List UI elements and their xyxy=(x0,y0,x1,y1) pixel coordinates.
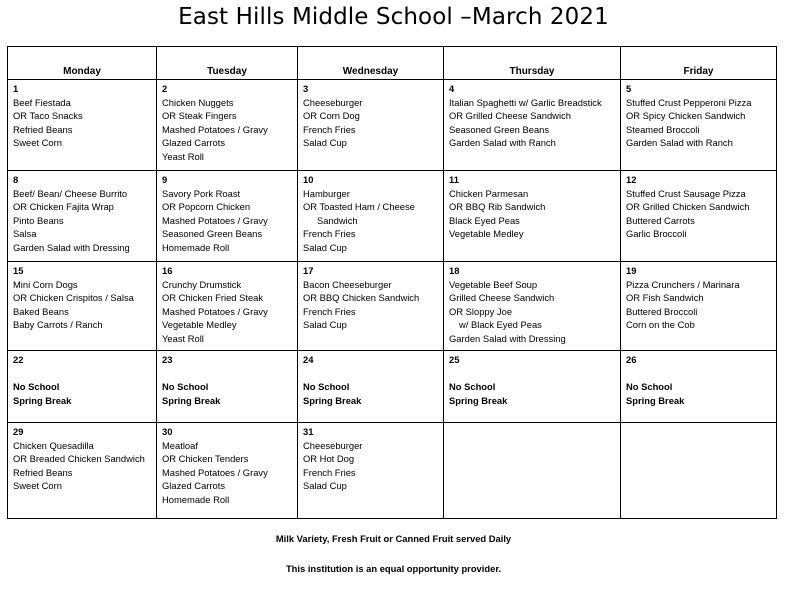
menu-item: Cheeseburger xyxy=(303,439,363,451)
menu-item: OR Fish Sandwich xyxy=(626,292,704,303)
day-number: 16 xyxy=(162,265,173,276)
week-row xyxy=(8,351,777,423)
day-cell xyxy=(621,423,777,519)
menu-item: French Fries xyxy=(303,466,356,478)
closure-note: No School xyxy=(162,381,209,392)
menu-item: OR Grilled Cheese Sandwich xyxy=(449,110,571,121)
menu-item: Homemade Roll xyxy=(162,493,230,505)
day-number: 19 xyxy=(626,265,637,276)
closure-note: Spring Break xyxy=(449,394,508,406)
weekday-header: Wednesday xyxy=(298,47,444,80)
day-cell xyxy=(8,80,157,171)
week-row xyxy=(8,171,777,262)
day-cell xyxy=(621,171,777,262)
menu-item: Chicken Nuggets xyxy=(162,96,234,108)
spacer xyxy=(449,367,616,381)
menu-item: Garden Salad with Dressing xyxy=(13,241,130,253)
menu-item: Beef/ Bean/ Cheese Burrito xyxy=(13,187,128,199)
menu-item: OR Chicken Fried Steak xyxy=(162,292,264,303)
page-title: East Hills Middle School –March 2021 xyxy=(178,4,609,30)
closure-note: Spring Break xyxy=(13,394,72,406)
day-cell xyxy=(157,171,298,262)
menu-item: Homemade Roll xyxy=(162,241,230,253)
spacer xyxy=(303,367,439,381)
closure-note: Spring Break xyxy=(303,394,362,406)
week-row xyxy=(8,423,777,519)
menu-item: Refried Beans xyxy=(13,466,73,478)
menu-item: Vegetable Medley xyxy=(449,228,524,239)
closure-note: No School xyxy=(626,381,673,392)
menu-item: Refried Beans xyxy=(13,123,73,135)
menu-item: OR Chicken Tenders xyxy=(162,453,249,464)
day-cell xyxy=(157,423,298,519)
closure-note: Spring Break xyxy=(162,394,221,406)
menu-item: Stuffed Crust Pepperoni Pizza xyxy=(626,96,752,108)
day-cell xyxy=(298,80,444,171)
menu-item: Salad Cup xyxy=(303,137,347,148)
day-cell xyxy=(8,423,157,519)
closure-note: Spring Break xyxy=(626,394,685,406)
menu-item: Steamed Broccoli xyxy=(626,123,700,135)
menu-item: Sweet Corn xyxy=(13,480,62,491)
day-number: 22 xyxy=(13,354,24,365)
menu-item: OR Taco Snacks xyxy=(13,110,83,121)
menu-item: Stuffed Crust Sausage Pizza xyxy=(626,187,746,199)
day-cell xyxy=(298,351,444,423)
day-cell xyxy=(444,351,621,423)
menu-item: Chicken Parmesan xyxy=(449,187,529,199)
menu-item: Glazed Carrots xyxy=(162,137,226,148)
menu-item: Salad Cup xyxy=(303,241,347,253)
day-cell xyxy=(8,171,157,262)
closure-note: No School xyxy=(13,381,60,392)
day-cell xyxy=(444,80,621,171)
menu-item: Sweet Corn xyxy=(13,137,62,148)
day-number: 31 xyxy=(303,426,314,437)
menu-calendar xyxy=(7,46,777,519)
day-cell xyxy=(298,262,444,351)
closure-note: No School xyxy=(449,381,496,392)
day-number: 2 xyxy=(162,83,168,94)
menu-item: Vegetable Beef Soup xyxy=(449,278,538,290)
weekday-header-row xyxy=(8,47,777,80)
menu-item: Salsa xyxy=(13,228,37,239)
menu-item: Grilled Cheese Sandwich xyxy=(449,292,555,303)
menu-item: Garden Salad with Ranch xyxy=(626,137,733,148)
menu-item: Vegetable Medley xyxy=(162,319,237,330)
day-number: 8 xyxy=(13,174,19,185)
day-number: 4 xyxy=(449,83,455,94)
menu-item: OR Grilled Chicken Sandwich xyxy=(626,201,750,212)
day-cell xyxy=(8,262,157,351)
day-number: 9 xyxy=(162,174,168,185)
menu-item: Mashed Potatoes / Gravy xyxy=(162,214,268,226)
day-number: 25 xyxy=(449,354,460,365)
day-number: 3 xyxy=(303,83,309,94)
weekday-header: Tuesday xyxy=(157,47,298,80)
menu-item: Crunchy Drumstick xyxy=(162,278,242,290)
spacer xyxy=(626,367,772,381)
day-number: 29 xyxy=(13,426,24,437)
spacer xyxy=(13,367,152,381)
day-cell xyxy=(444,423,621,519)
menu-item: Black Eyed Peas xyxy=(449,214,520,226)
day-cell xyxy=(157,351,298,423)
menu-item: Seasoned Green Beans xyxy=(449,123,550,135)
weekday-header: Thursday xyxy=(444,47,621,80)
menu-item: French Fries xyxy=(303,123,356,135)
day-cell xyxy=(157,80,298,171)
menu-item: OR Steak Fingers xyxy=(162,110,237,121)
menu-item: OR Hot Dog xyxy=(303,453,355,464)
menu-item: Corn on the Cob xyxy=(626,319,695,330)
menu-item: Baby Carrots / Ranch xyxy=(13,319,103,330)
menu-item: w/ Black Eyed Peas xyxy=(459,319,542,330)
day-cell xyxy=(8,351,157,423)
menu-item: Chicken Quesadilla xyxy=(13,439,94,451)
day-number: 15 xyxy=(13,265,24,276)
menu-item: OR BBQ Chicken Sandwich xyxy=(303,292,420,303)
menu-item: Savory Pork Roast xyxy=(162,187,241,199)
menu-item: Salad Cup xyxy=(303,480,347,491)
footer-note-milk: Milk Variety, Fresh Fruit or Canned Fruit served Daily xyxy=(275,533,512,544)
menu-item: Mashed Potatoes / Gravy xyxy=(162,466,268,478)
day-cell xyxy=(298,423,444,519)
menu-item: OR Breaded Chicken Sandwich xyxy=(13,453,145,464)
menu-item: OR Corn Dog xyxy=(303,110,360,121)
menu-item: OR Toasted Ham / Cheese xyxy=(303,201,415,212)
day-number: 17 xyxy=(303,265,314,276)
menu-item: Hamburger xyxy=(303,187,350,199)
menu-item: French Fries xyxy=(303,228,356,239)
menu-item: Pinto Beans xyxy=(13,214,64,226)
menu-item: OR BBQ Rib Sandwich xyxy=(449,201,546,212)
week-row xyxy=(8,80,777,171)
menu-item: Italian Spaghetti w/ Garlic Breadstick xyxy=(449,96,602,108)
day-number: 12 xyxy=(626,174,637,185)
menu-item: Buttered Broccoli xyxy=(626,305,698,317)
week-row xyxy=(8,262,777,351)
spacer xyxy=(162,367,293,381)
menu-item: OR Popcorn Chicken xyxy=(162,201,251,212)
day-cell xyxy=(621,80,777,171)
menu-item: Garden Salad with Dressing xyxy=(449,332,566,344)
menu-item: OR Sloppy Joe xyxy=(449,305,513,317)
menu-item: Beef Fiestada xyxy=(13,96,71,108)
menu-item: Meatloaf xyxy=(162,439,198,451)
menu-item: Glazed Carrots xyxy=(162,480,226,491)
menu-item: Mashed Potatoes / Gravy xyxy=(162,305,268,317)
menu-item: French Fries xyxy=(303,305,356,317)
day-cell xyxy=(157,262,298,351)
day-number: 10 xyxy=(303,174,314,185)
footer-note-equal-opportunity: This institution is an equal opportunity provider. xyxy=(285,563,502,574)
day-cell xyxy=(444,262,621,351)
menu-item: Mashed Potatoes / Gravy xyxy=(162,123,268,135)
day-number: 24 xyxy=(303,354,314,365)
menu-item: OR Chicken Crispitos / Salsa xyxy=(13,292,134,303)
day-cell xyxy=(621,351,777,423)
menu-item: Yeast Roll xyxy=(162,150,204,162)
menu-item: Bacon Cheeseburger xyxy=(303,278,392,290)
weekday-header: Monday xyxy=(8,47,157,80)
menu-item: Sandwich xyxy=(317,214,358,226)
menu-item: Garlic Broccoli xyxy=(626,228,687,239)
menu-item: Buttered Carrots xyxy=(626,214,695,226)
menu-item: Pizza Crunchers / Marinara xyxy=(626,278,740,290)
menu-item: OR Spicy Chicken Sandwich xyxy=(626,110,746,121)
menu-item: OR Chicken Fajita Wrap xyxy=(13,201,114,212)
day-number: 26 xyxy=(626,354,637,365)
day-cell xyxy=(444,171,621,262)
day-cell xyxy=(298,171,444,262)
day-number: 5 xyxy=(626,83,632,94)
day-number: 23 xyxy=(162,354,173,365)
menu-item: Mini Corn Dogs xyxy=(13,278,78,290)
menu-item: Salad Cup xyxy=(303,319,347,330)
menu-item: Seasoned Green Beans xyxy=(162,228,263,239)
day-number: 18 xyxy=(449,265,460,276)
day-number: 1 xyxy=(13,83,19,94)
day-number: 11 xyxy=(449,174,459,185)
closure-note: No School xyxy=(303,381,350,392)
day-cell xyxy=(621,262,777,351)
weekday-header: Friday xyxy=(621,47,777,80)
menu-item: Cheeseburger xyxy=(303,96,363,108)
menu-item: Garden Salad with Ranch xyxy=(449,137,556,148)
day-number: 30 xyxy=(162,426,173,437)
menu-item: Yeast Roll xyxy=(162,332,204,344)
menu-item: Baked Beans xyxy=(13,305,69,317)
